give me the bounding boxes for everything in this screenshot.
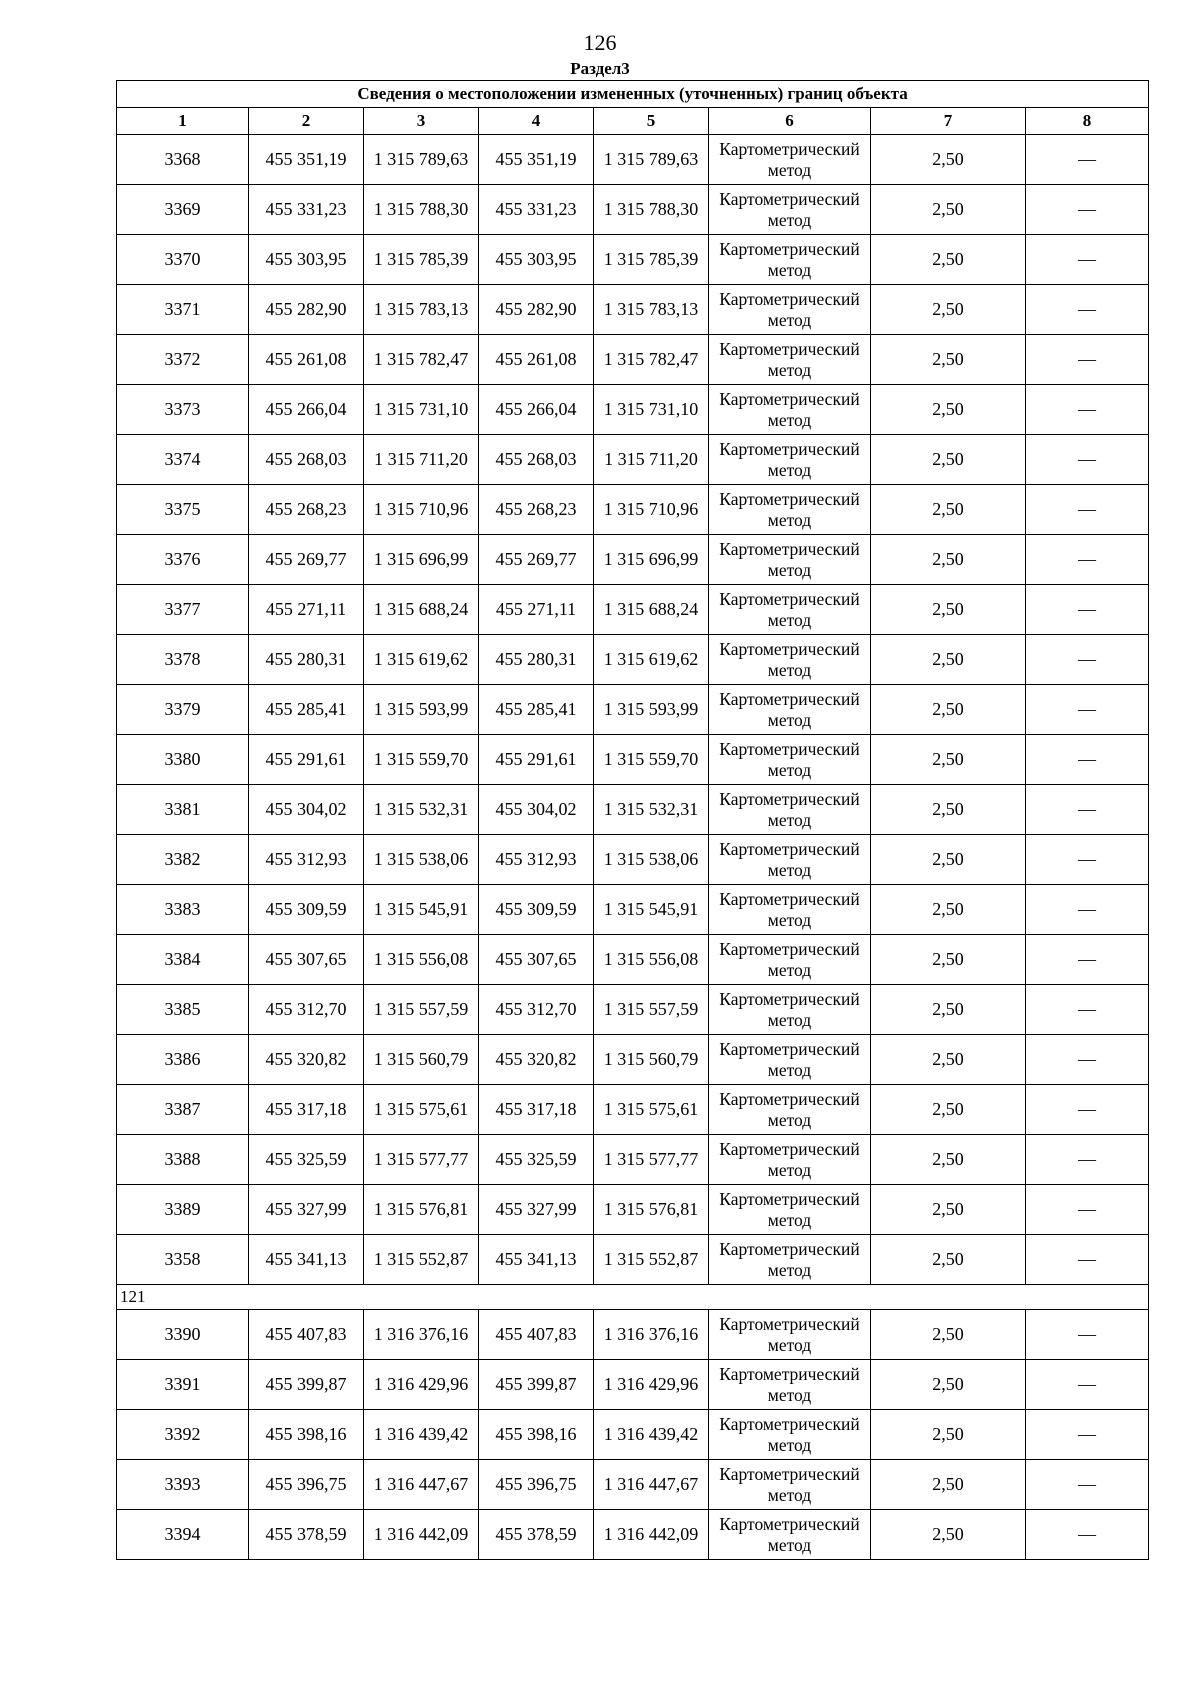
cell-existing-x: 455 266,04 — [249, 385, 364, 435]
cell-existing-x: 455 268,03 — [249, 435, 364, 485]
group-label-row — [117, 1285, 1149, 1310]
cell-new-y: 1 316 439,42 — [594, 1410, 709, 1460]
cell-accuracy: 2,50 — [871, 285, 1026, 335]
cell-method: Картометрический метод — [709, 735, 871, 785]
cell-method: Картометрический метод — [709, 135, 871, 185]
cell-new-x: 455 266,04 — [479, 385, 594, 435]
cell-new-y: 1 315 557,59 — [594, 985, 709, 1035]
cell-existing-x: 455 304,02 — [249, 785, 364, 835]
cell-point-number: 3383 — [117, 885, 249, 935]
table-caption: Сведения о местоположении измененных (уточненных) границ объекта — [117, 81, 1149, 108]
cell-existing-x: 455 331,23 — [249, 185, 364, 235]
table-row — [117, 385, 1149, 435]
cell-new-x: 455 291,61 — [479, 735, 594, 785]
cell-new-y: 1 315 556,08 — [594, 935, 709, 985]
cell-description: — — [1026, 535, 1149, 585]
cell-point-number: 3377 — [117, 585, 249, 635]
table-row — [117, 235, 1149, 285]
cell-existing-y: 1 315 731,10 — [364, 385, 479, 435]
cell-accuracy: 2,50 — [871, 1085, 1026, 1135]
cell-method: Картометрический метод — [709, 1235, 871, 1285]
cell-new-x: 455 396,75 — [479, 1460, 594, 1510]
cell-new-x: 455 378,59 — [479, 1510, 594, 1560]
cell-accuracy: 2,50 — [871, 385, 1026, 435]
cell-accuracy: 2,50 — [871, 1510, 1026, 1560]
cell-new-y: 1 316 447,67 — [594, 1460, 709, 1510]
cell-new-y: 1 315 577,77 — [594, 1135, 709, 1185]
cell-new-x: 455 280,31 — [479, 635, 594, 685]
cell-new-y: 1 315 552,87 — [594, 1235, 709, 1285]
cell-new-x: 455 261,08 — [479, 335, 594, 385]
cell-description: — — [1026, 1085, 1149, 1135]
table-row — [117, 1185, 1149, 1235]
cell-point-number: 3382 — [117, 835, 249, 885]
cell-method: Картометрический метод — [709, 635, 871, 685]
cell-method: Картометрический метод — [709, 1310, 871, 1360]
cell-accuracy: 2,50 — [871, 585, 1026, 635]
column-number-7: 7 — [871, 108, 1026, 135]
cell-new-x: 455 309,59 — [479, 885, 594, 935]
cell-accuracy: 2,50 — [871, 1185, 1026, 1235]
cell-point-number: 3376 — [117, 535, 249, 585]
cell-new-x: 455 331,23 — [479, 185, 594, 235]
cell-method: Картометрический метод — [709, 1135, 871, 1185]
cell-description: — — [1026, 485, 1149, 535]
cell-new-x: 455 398,16 — [479, 1410, 594, 1460]
cell-method: Картометрический метод — [709, 1410, 871, 1460]
column-number-8: 8 — [1026, 108, 1149, 135]
page-number: 126 — [583, 30, 617, 55]
column-number-1: 1 — [117, 108, 249, 135]
table-body — [117, 135, 1149, 1560]
cell-description: — — [1026, 135, 1149, 185]
cell-new-y: 1 315 785,39 — [594, 235, 709, 285]
cell-point-number: 3369 — [117, 185, 249, 235]
cell-accuracy: 2,50 — [871, 1410, 1026, 1460]
cell-existing-y: 1 315 782,47 — [364, 335, 479, 385]
column-number-3: 3 — [364, 108, 479, 135]
cell-existing-y: 1 315 789,63 — [364, 135, 479, 185]
cell-new-y: 1 315 688,24 — [594, 585, 709, 635]
table-header — [117, 81, 1149, 135]
cell-existing-x: 455 325,59 — [249, 1135, 364, 1185]
cell-method: Картометрический метод — [709, 585, 871, 635]
cell-description: — — [1026, 1185, 1149, 1235]
cell-existing-y: 1 316 376,16 — [364, 1310, 479, 1360]
table-row — [117, 685, 1149, 735]
cell-description: — — [1026, 385, 1149, 435]
cell-existing-y: 1 315 538,06 — [364, 835, 479, 885]
cell-new-x: 455 282,90 — [479, 285, 594, 335]
cell-accuracy: 2,50 — [871, 735, 1026, 785]
cell-point-number: 3372 — [117, 335, 249, 385]
cell-point-number: 3391 — [117, 1360, 249, 1410]
cell-method: Картометрический метод — [709, 335, 871, 385]
cell-point-number: 3371 — [117, 285, 249, 335]
cell-description: — — [1026, 985, 1149, 1035]
cell-new-y: 1 315 576,81 — [594, 1185, 709, 1235]
cell-point-number: 3374 — [117, 435, 249, 485]
cell-accuracy: 2,50 — [871, 185, 1026, 235]
cell-existing-y: 1 316 442,09 — [364, 1510, 479, 1560]
cell-description: — — [1026, 1360, 1149, 1410]
cell-new-x: 455 327,99 — [479, 1185, 594, 1235]
table-row — [117, 535, 1149, 585]
cell-description: — — [1026, 635, 1149, 685]
cell-point-number: 3387 — [117, 1085, 249, 1135]
cell-existing-y: 1 315 711,20 — [364, 435, 479, 485]
table-row — [117, 985, 1149, 1035]
cell-description: — — [1026, 1035, 1149, 1085]
cell-existing-y: 1 315 552,87 — [364, 1235, 479, 1285]
cell-existing-y: 1 315 619,62 — [364, 635, 479, 685]
cell-method: Картометрический метод — [709, 285, 871, 335]
cell-new-x: 455 285,41 — [479, 685, 594, 735]
cell-accuracy: 2,50 — [871, 1035, 1026, 1085]
cell-method: Картометрический метод — [709, 785, 871, 835]
cell-new-x: 455 268,03 — [479, 435, 594, 485]
cell-existing-x: 455 398,16 — [249, 1410, 364, 1460]
cell-accuracy: 2,50 — [871, 835, 1026, 885]
cell-new-x: 455 325,59 — [479, 1135, 594, 1185]
cell-existing-x: 455 280,31 — [249, 635, 364, 685]
cell-existing-y: 1 315 532,31 — [364, 785, 479, 835]
cell-new-x: 455 312,70 — [479, 985, 594, 1035]
cell-existing-y: 1 316 439,42 — [364, 1410, 479, 1460]
cell-method: Картометрический метод — [709, 685, 871, 735]
cell-new-y: 1 315 619,62 — [594, 635, 709, 685]
cell-description: — — [1026, 1310, 1149, 1360]
table-row — [117, 185, 1149, 235]
cell-new-y: 1 315 789,63 — [594, 135, 709, 185]
cell-existing-y: 1 315 783,13 — [364, 285, 479, 335]
table-row — [117, 885, 1149, 935]
cell-existing-x: 455 269,77 — [249, 535, 364, 585]
column-number-row — [117, 108, 1149, 135]
table-row — [117, 1135, 1149, 1185]
cell-accuracy: 2,50 — [871, 1310, 1026, 1360]
cell-accuracy: 2,50 — [871, 235, 1026, 285]
cell-method: Картометрический метод — [709, 485, 871, 535]
cell-description: — — [1026, 1235, 1149, 1285]
cell-accuracy: 2,50 — [871, 135, 1026, 185]
cell-point-number: 3368 — [117, 135, 249, 185]
cell-existing-y: 1 315 577,77 — [364, 1135, 479, 1185]
cell-method: Картометрический метод — [709, 1035, 871, 1085]
cell-method: Картометрический метод — [709, 235, 871, 285]
cell-new-x: 455 304,02 — [479, 785, 594, 835]
cell-existing-y: 1 315 785,39 — [364, 235, 479, 285]
cell-method: Картометрический метод — [709, 1510, 871, 1560]
cell-description: — — [1026, 435, 1149, 485]
cell-method: Картометрический метод — [709, 435, 871, 485]
cell-new-x: 455 268,23 — [479, 485, 594, 535]
cell-new-y: 1 315 545,91 — [594, 885, 709, 935]
cell-new-y: 1 315 593,99 — [594, 685, 709, 735]
cell-new-y: 1 316 376,16 — [594, 1310, 709, 1360]
cell-existing-y: 1 315 593,99 — [364, 685, 479, 735]
cell-method: Картометрический метод — [709, 1185, 871, 1235]
cell-description: — — [1026, 835, 1149, 885]
cell-existing-x: 455 312,70 — [249, 985, 364, 1035]
cell-description: — — [1026, 1410, 1149, 1460]
table-row — [117, 335, 1149, 385]
table-row — [117, 585, 1149, 635]
table-row — [117, 285, 1149, 335]
cell-method: Картометрический метод — [709, 1460, 871, 1510]
cell-new-y: 1 315 731,10 — [594, 385, 709, 435]
cell-new-y: 1 315 532,31 — [594, 785, 709, 835]
cell-new-x: 455 307,65 — [479, 935, 594, 985]
cell-accuracy: 2,50 — [871, 1460, 1026, 1510]
cell-existing-x: 455 312,93 — [249, 835, 364, 885]
cell-new-y: 1 315 711,20 — [594, 435, 709, 485]
column-number-6: 6 — [709, 108, 871, 135]
cell-description: — — [1026, 935, 1149, 985]
cell-new-x: 455 320,82 — [479, 1035, 594, 1085]
cell-description: — — [1026, 335, 1149, 385]
cell-point-number: 3379 — [117, 685, 249, 735]
table-row — [117, 735, 1149, 785]
cell-description: — — [1026, 1460, 1149, 1510]
table-row — [117, 1410, 1149, 1460]
cell-accuracy: 2,50 — [871, 335, 1026, 385]
column-number-5: 5 — [594, 108, 709, 135]
cell-new-y: 1 315 538,06 — [594, 835, 709, 885]
column-number-4: 4 — [479, 108, 594, 135]
cell-method: Картометрический метод — [709, 985, 871, 1035]
cell-new-y: 1 315 560,79 — [594, 1035, 709, 1085]
cell-existing-x: 455 303,95 — [249, 235, 364, 285]
cell-accuracy: 2,50 — [871, 1360, 1026, 1410]
cell-existing-x: 455 307,65 — [249, 935, 364, 985]
cell-existing-y: 1 315 688,24 — [364, 585, 479, 635]
cell-accuracy: 2,50 — [871, 1235, 1026, 1285]
cell-method: Картометрический метод — [709, 1085, 871, 1135]
table-row — [117, 1460, 1149, 1510]
cell-existing-y: 1 315 545,91 — [364, 885, 479, 935]
cell-point-number: 3373 — [117, 385, 249, 435]
cell-point-number: 3386 — [117, 1035, 249, 1085]
cell-existing-x: 455 309,59 — [249, 885, 364, 935]
cell-method: Картометрический метод — [709, 885, 871, 935]
cell-new-y: 1 315 575,61 — [594, 1085, 709, 1135]
cell-existing-y: 1 315 560,79 — [364, 1035, 479, 1085]
cell-accuracy: 2,50 — [871, 985, 1026, 1035]
cell-method: Картометрический метод — [709, 185, 871, 235]
cell-point-number: 3390 — [117, 1310, 249, 1360]
cell-method: Картометрический метод — [709, 535, 871, 585]
cell-existing-x: 455 285,41 — [249, 685, 364, 735]
cell-new-x: 455 341,13 — [479, 1235, 594, 1285]
cell-point-number: 3385 — [117, 985, 249, 1035]
cell-new-y: 1 315 782,47 — [594, 335, 709, 385]
cell-point-number: 3393 — [117, 1460, 249, 1510]
cell-description: — — [1026, 285, 1149, 335]
cell-existing-y: 1 315 575,61 — [364, 1085, 479, 1135]
column-number-2: 2 — [249, 108, 364, 135]
cell-new-y: 1 315 710,96 — [594, 485, 709, 535]
cell-description: — — [1026, 1135, 1149, 1185]
cell-existing-y: 1 315 576,81 — [364, 1185, 479, 1235]
cell-existing-y: 1 315 557,59 — [364, 985, 479, 1035]
cell-description: — — [1026, 1510, 1149, 1560]
cell-point-number: 3381 — [117, 785, 249, 835]
cell-new-x: 455 303,95 — [479, 235, 594, 285]
cell-new-y: 1 315 788,30 — [594, 185, 709, 235]
table-row — [117, 1085, 1149, 1135]
table-row — [117, 485, 1149, 535]
cell-description: — — [1026, 585, 1149, 635]
cell-existing-x: 455 399,87 — [249, 1360, 364, 1410]
cell-description: — — [1026, 785, 1149, 835]
table-row — [117, 435, 1149, 485]
cell-accuracy: 2,50 — [871, 785, 1026, 835]
cell-description: — — [1026, 735, 1149, 785]
cell-existing-x: 455 327,99 — [249, 1185, 364, 1235]
cell-description: — — [1026, 185, 1149, 235]
cell-description: — — [1026, 235, 1149, 285]
cell-accuracy: 2,50 — [871, 535, 1026, 585]
cell-accuracy: 2,50 — [871, 685, 1026, 735]
cell-accuracy: 2,50 — [871, 885, 1026, 935]
cell-method: Картометрический метод — [709, 935, 871, 985]
cell-existing-x: 455 271,11 — [249, 585, 364, 635]
cell-accuracy: 2,50 — [871, 635, 1026, 685]
cell-new-x: 455 271,11 — [479, 585, 594, 635]
cell-point-number: 3388 — [117, 1135, 249, 1185]
cell-existing-y: 1 315 556,08 — [364, 935, 479, 985]
cell-new-x: 455 312,93 — [479, 835, 594, 885]
cell-existing-y: 1 316 429,96 — [364, 1360, 479, 1410]
cell-new-x: 455 351,19 — [479, 135, 594, 185]
cell-new-y: 1 315 559,70 — [594, 735, 709, 785]
cell-existing-x: 455 351,19 — [249, 135, 364, 185]
cell-point-number: 3378 — [117, 635, 249, 685]
cell-accuracy: 2,50 — [871, 935, 1026, 985]
table-row — [117, 1310, 1149, 1360]
cell-point-number: 3394 — [117, 1510, 249, 1560]
cell-point-number: 3392 — [117, 1410, 249, 1460]
section-title: Раздел3 — [570, 59, 630, 78]
cell-method: Картометрический метод — [709, 385, 871, 435]
cell-existing-x: 455 396,75 — [249, 1460, 364, 1510]
cell-new-x: 455 399,87 — [479, 1360, 594, 1410]
table-row — [117, 1360, 1149, 1410]
cell-point-number: 3389 — [117, 1185, 249, 1235]
cell-existing-x: 455 341,13 — [249, 1235, 364, 1285]
cell-existing-y: 1 315 710,96 — [364, 485, 479, 535]
table-row — [117, 785, 1149, 835]
group-label: 121 — [117, 1285, 1149, 1310]
cell-existing-x: 455 378,59 — [249, 1510, 364, 1560]
cell-new-x: 455 317,18 — [479, 1085, 594, 1135]
cell-existing-x: 455 282,90 — [249, 285, 364, 335]
cell-point-number: 3380 — [117, 735, 249, 785]
table-row — [117, 835, 1149, 885]
cell-accuracy: 2,50 — [871, 1135, 1026, 1185]
cell-point-number: 3370 — [117, 235, 249, 285]
cell-existing-x: 455 317,18 — [249, 1085, 364, 1135]
table-row — [117, 135, 1149, 185]
cell-point-number: 3384 — [117, 935, 249, 985]
table-row — [117, 1035, 1149, 1085]
cell-new-x: 455 269,77 — [479, 535, 594, 585]
cell-accuracy: 2,50 — [871, 485, 1026, 535]
cell-accuracy: 2,50 — [871, 435, 1026, 485]
cell-new-y: 1 315 783,13 — [594, 285, 709, 335]
cell-existing-x: 455 268,23 — [249, 485, 364, 535]
cell-point-number: 3375 — [117, 485, 249, 535]
cell-new-y: 1 316 429,96 — [594, 1360, 709, 1410]
table-row — [117, 635, 1149, 685]
cell-existing-y: 1 315 559,70 — [364, 735, 479, 785]
cell-existing-x: 455 291,61 — [249, 735, 364, 785]
cell-description: — — [1026, 885, 1149, 935]
cell-existing-y: 1 315 696,99 — [364, 535, 479, 585]
cell-existing-x: 455 407,83 — [249, 1310, 364, 1360]
cell-existing-x: 455 261,08 — [249, 335, 364, 385]
table-row — [117, 935, 1149, 985]
cell-method: Картометрический метод — [709, 1360, 871, 1410]
cell-new-y: 1 316 442,09 — [594, 1510, 709, 1560]
cell-existing-x: 455 320,82 — [249, 1035, 364, 1085]
cell-existing-y: 1 315 788,30 — [364, 185, 479, 235]
table-row — [117, 1235, 1149, 1285]
cell-description: — — [1026, 685, 1149, 735]
cell-new-y: 1 315 696,99 — [594, 535, 709, 585]
table-row — [117, 1510, 1149, 1560]
boundary-coordinates-table — [116, 80, 1149, 1560]
cell-method: Картометрический метод — [709, 835, 871, 885]
cell-new-x: 455 407,83 — [479, 1310, 594, 1360]
cell-existing-y: 1 316 447,67 — [364, 1460, 479, 1510]
cell-point-number: 3358 — [117, 1235, 249, 1285]
